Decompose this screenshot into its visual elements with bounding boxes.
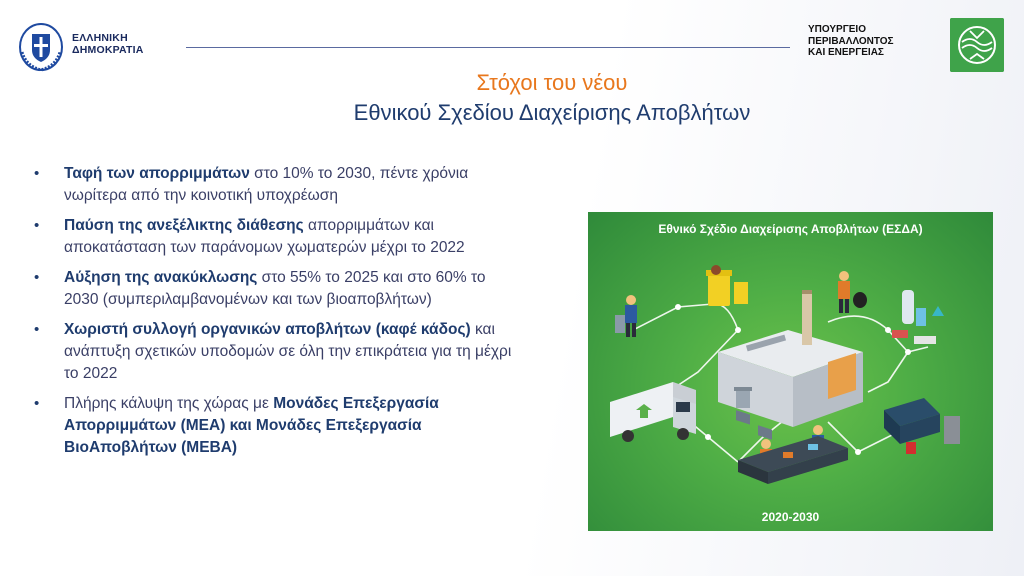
garbage-truck-icon xyxy=(610,382,696,442)
bullet-icon: • xyxy=(34,395,40,412)
waste-cycle-illustration xyxy=(588,212,993,531)
bullet-icon: • xyxy=(34,269,40,286)
goal-item xyxy=(30,393,520,459)
ministry-line-3: ΚΑΙ ΕΝΕΡΓΕΙΑΣ xyxy=(808,47,884,58)
goal-bold: Παύση της ανεξέλικτης διάθεσης xyxy=(64,217,304,234)
ministry-name xyxy=(808,24,894,59)
recyclables-icon xyxy=(892,290,944,344)
ministry-line-1: ΥΠΟΥΡΓΕΙΟ xyxy=(808,24,866,35)
recycling-bins-icon xyxy=(706,265,748,306)
ministry-line-2: ΠΕΡΙΒΑΛΛΟΝΤΟΣ xyxy=(808,35,894,47)
bullet-icon: • xyxy=(34,321,40,338)
goal-item xyxy=(30,319,520,385)
goal-item xyxy=(30,215,520,259)
goal-bold: Αύξηση της ανακύκλωσης xyxy=(64,269,258,286)
goal-item xyxy=(30,163,520,207)
goal-bold: Χωριστή συλλογή οργανικών αποβλήτων (καφέ κάδος) xyxy=(64,321,471,338)
gov-line-1: ΕΛΛΗΝΙΚΗ xyxy=(72,32,128,44)
title-line-2: Εθνικού Σχεδίου Διαχείρισης Αποβλήτων xyxy=(353,100,751,125)
goal-text: στο 10% το 2030, πέντε χρόνια νωρίτερα από την κοινοτική υποχρέωση xyxy=(64,165,469,204)
waste-container-icon xyxy=(884,398,960,454)
illustration-title: Εθνικό Σχέδιο Διαχείρισης Αποβλήτων (ΕΣΔΑ) xyxy=(658,222,923,236)
greek-coat-of-arms-logo xyxy=(18,22,64,72)
trash-can-icon xyxy=(734,387,752,408)
goal-text: απορριμμάτων και αποκατάσταση των παράνομων χωματερών μέχρι το 2022 xyxy=(64,217,465,256)
bullet-icon: • xyxy=(34,165,40,182)
gov-line-2: ΔΗΜΟΚΡΑΤΙΑ xyxy=(72,44,144,56)
goal-bold: Μονάδες Επεξεργασία Απορριμμάτων (ΜΕΑ) και Μονάδες Επεξεργασία ΒιοΑποβλήτων (ΜΕΒΑ) xyxy=(64,395,439,456)
header-divider xyxy=(186,47,790,48)
sorting-conveyor-icon xyxy=(738,436,848,484)
goal-text: Πλήρης κάλυψη της χώρας με xyxy=(64,395,274,412)
goal-text: και ανάπτυξη σχετικών υποδομών σε όλη την επικράτεια για τη μέχρι το 2022 xyxy=(64,321,512,382)
goal-item xyxy=(30,267,520,311)
esda-illustration xyxy=(588,212,993,531)
goal-bold: Ταφή των απορριμμάτων xyxy=(64,165,250,182)
bullet-icon: • xyxy=(34,217,40,234)
title-line-1: Στόχοι του νέου xyxy=(476,70,628,95)
goal-text: στο 55% το 2025 και στο 60% το 2030 (συμπεριλαμβανομένων και των βιοαποβλήτων) xyxy=(64,269,486,308)
illustration-period: 2020-2030 xyxy=(761,510,820,524)
goals-list xyxy=(30,163,520,467)
government-name xyxy=(72,32,143,56)
ministry-environment-logo xyxy=(950,18,1004,72)
